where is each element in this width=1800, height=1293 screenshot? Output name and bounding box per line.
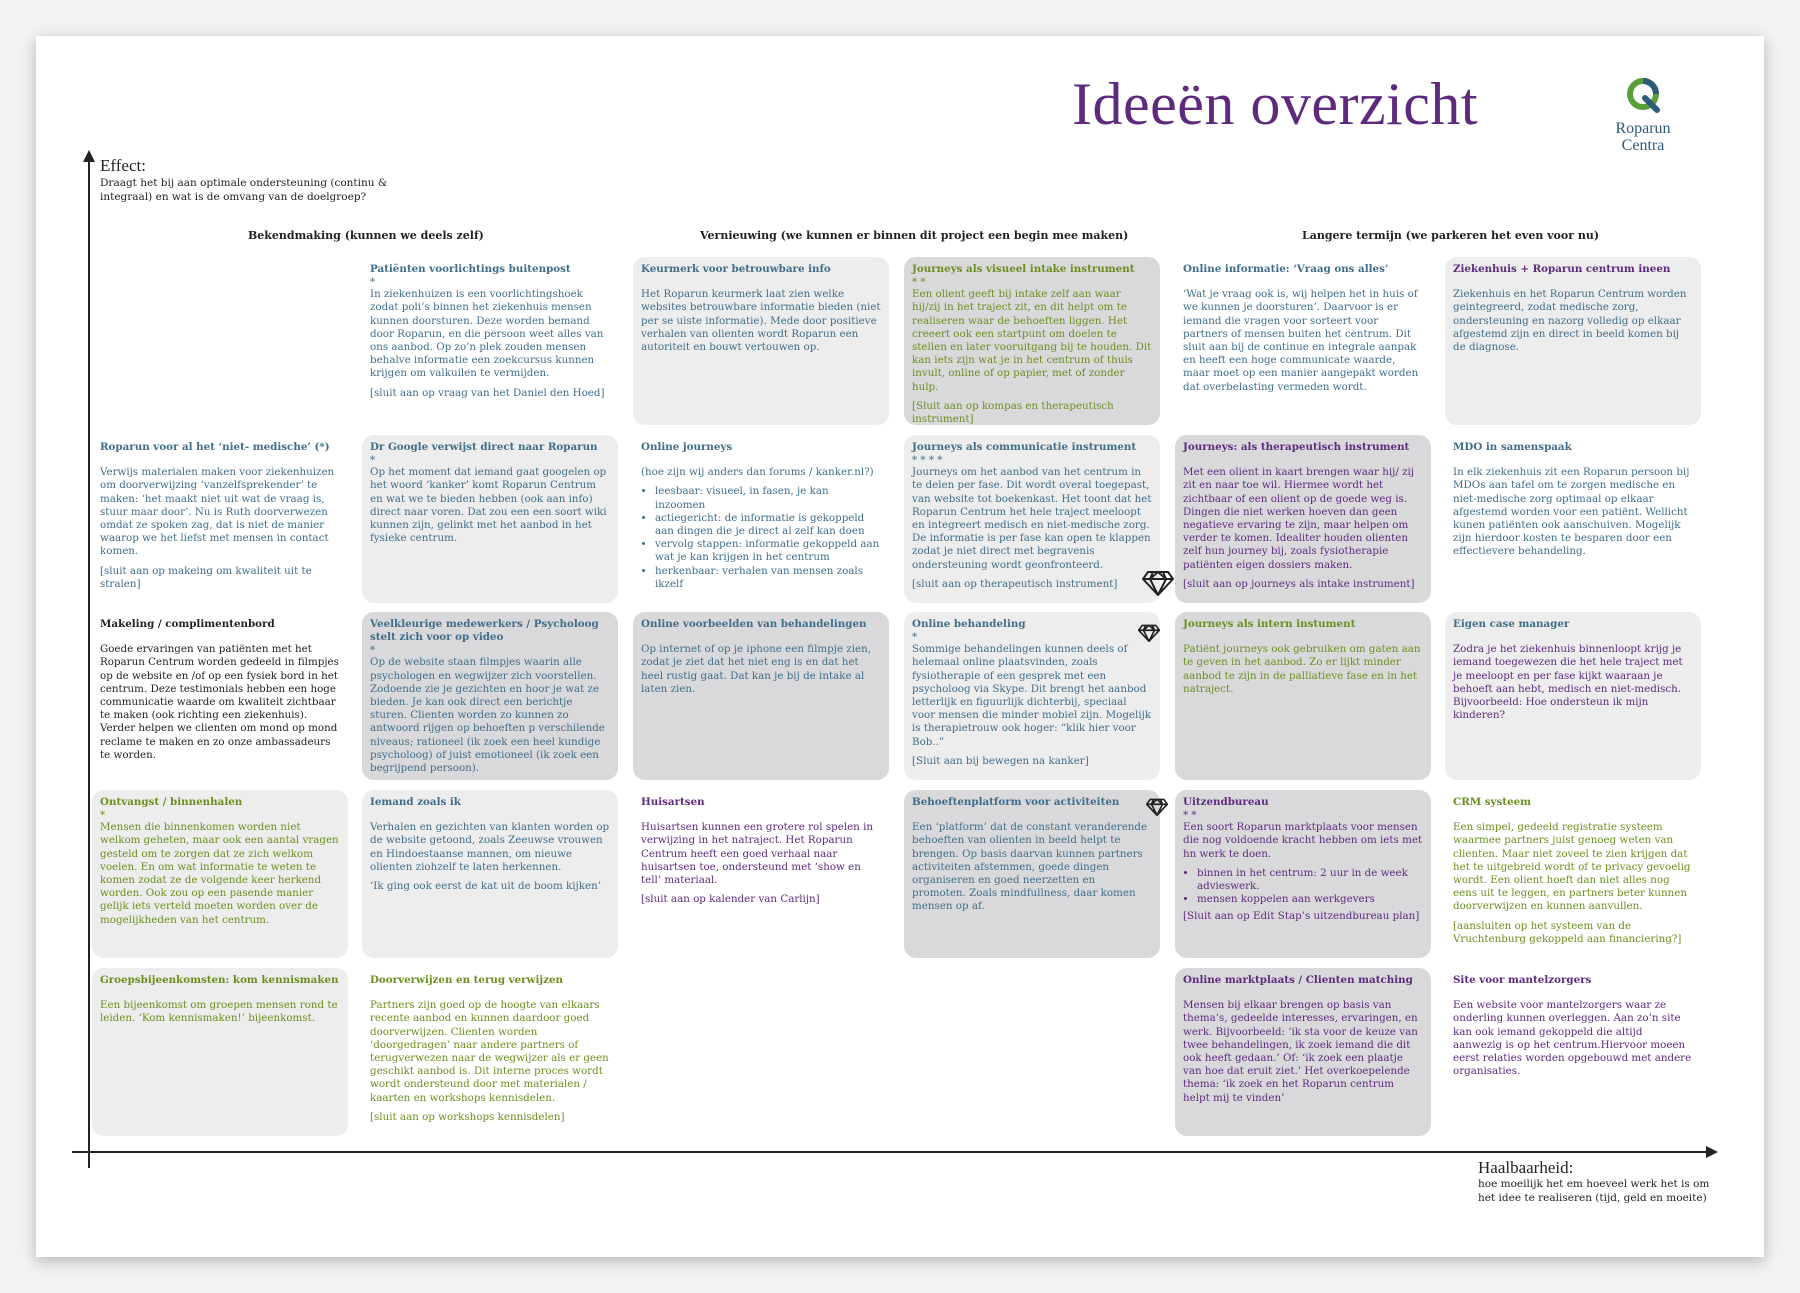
idea-card-r5c5 bbox=[1175, 968, 1431, 1136]
idea-card-body: Journeys om het aanbod van het centrum in te delen per fase. Dit wordt overal toegepast, van website tot boekenkast. Het toont dat het Roparun Centrum het hele traject meeloopt en integreert medisch en niet-medische zorg. De informatie is per fase kan open te klappen zodat je niet direct met begravenis ondersteuning wordt geonfronteerd. bbox=[912, 466, 1152, 571]
idea-card-rating: * bbox=[370, 644, 376, 657]
idea-card-body: Een simpel, gedeeld registratie systeem waarmee partners juist genoeg weten van clienten. Maar niet zoveel te zien krijgen dat het te uitgebreid wordt of te privacy gevoelig wordt. Een olient hoeft dan niet alles nog eens uit te leggen, en partners beter kunnen doorverwijzen en kunnen aanvullen. bbox=[1453, 821, 1691, 913]
idea-card-spacer bbox=[1183, 454, 1423, 466]
page-title: Ideeën overzicht bbox=[1072, 71, 1479, 137]
idea-card-title: Online marktplaats / Clienten matching bbox=[1183, 974, 1413, 986]
idea-card-bullet: • actiegericht: de informatie is gekoppeld aan dingen die je direct al zelf kan doen bbox=[655, 512, 881, 538]
idea-card-note: [Sluit aan op Edit Stap’s uitzendbureau plan] bbox=[1183, 910, 1420, 923]
idea-card-body: Een website voor mantelzorgers waar ze onderling kunnen overleggen. Aan zo’n site kan ook iemand gekoppeld die altijd aanwezig is op het centrum.Hiervoor moeen eerst relaties worden opgebouwd met andere organisaties. bbox=[1453, 999, 1692, 1078]
idea-card-title: Journeys als intern instument bbox=[1183, 618, 1356, 630]
idea-card-bullets bbox=[641, 485, 881, 591]
idea-card-rating: * bbox=[370, 454, 376, 467]
idea-card-body: Zodra je het ziekenhuis binnenloopt krijg je iemand toegewezen die het hele traject met je meeloopt en per fase kijkt waaraan je behoeft aan hebt, medisch en niet-medisch. Bijvoorbeeld: Hoe ondersteun ik mijn kinderen? bbox=[1453, 643, 1683, 722]
idea-card-title: Ziekenhuis + Roparun centrum ineen bbox=[1453, 263, 1671, 275]
idea-card-r4c2 bbox=[362, 790, 618, 958]
idea-card-spacer bbox=[100, 987, 340, 999]
idea-card-title: Online voorbeelden van behandelingen bbox=[641, 618, 867, 630]
idea-card-spacer bbox=[641, 454, 881, 466]
idea-card-spacer bbox=[100, 631, 340, 643]
idea-card-r4c4 bbox=[904, 790, 1160, 958]
idea-card-r1c4 bbox=[904, 257, 1160, 425]
idea-card-note: ‘Ik ging ook eerst de kat uit de boom kijken’ bbox=[370, 880, 601, 893]
idea-card-body: Met een olient in kaart brengen waar hij/ zij zit en naar toe wil. Hiermee wordt het zichtbaar of een olient op de goede weg is. Dingen die niet werken hoeven dan geen negatieve ervaring te zijn, maar helpen om verder te komen. Idealiter houden olienten zelf hun journey bij, zoals fysiotherapie patiënten eigen dossiers maken. bbox=[1183, 466, 1414, 571]
idea-card-body: Op het moment dat iemand gaat googelen op het woord ‘kanker’ komt Roparun Centrum en wat we te bieden hebben (ook aan info) direct naar voren. Dat zou een een soort wiki kunnen zijn, gelinkt met het aanbod in het fysieke centrum. bbox=[370, 466, 607, 545]
y-axis-description: Draagt het bij aan optimale ondersteuning (continu & integraal) en wat is de omvang van de doelgroep? bbox=[100, 177, 388, 203]
roparun-logo-icon bbox=[1623, 76, 1663, 116]
idea-card-title: Online journeys bbox=[641, 441, 733, 453]
idea-card-body: Sommige behandelingen kunnen deels of helemaal online plaatsvinden, zoals fysiotherapie of een gesprek met een psycholoog via Skype. Dit brengt het aanbod letterlijk en figuurlijk dichterbij, speciaal voor mensen die minder mobiel zijn. Mogelijk is therapietrouw ook hoger: “klik hier voor Bob..” bbox=[912, 643, 1152, 748]
idea-card-rating: * * bbox=[912, 276, 926, 289]
idea-card-body: In elk ziekenhuis zit een Roparun persoon bij MDOs aan tafel om te zorgen medische en niet-medische zorg optimaal op elkaar afgestemd worden voor een patiënt. Wellicht kunen patiënten ook aanschuiven. Mogelijk zijn hierdoor kosten te besparen door een effectievere behandeling. bbox=[1453, 466, 1690, 558]
x-axis-title: Haalbaarheid: bbox=[1478, 1158, 1574, 1177]
idea-card-r5c2 bbox=[362, 968, 618, 1136]
idea-card-body: Partners zijn goed op de hoogte van elkaars recente aanbod en kunnen daardoor goed doorverwijzen. Clienten worden ‘doorgedragen’ naar andere partners of terugverwezen naar de wegwijzer als er geen geschikt aanbod is. Dit interne proces wordt wordt ondersteund door met materialen / kaarten en workshops kennisdelen. bbox=[370, 999, 609, 1104]
diamond-icon bbox=[1138, 624, 1160, 642]
x-axis-line bbox=[72, 1151, 1708, 1153]
column-heading-vernieuwing: Vernieuwing (we kunnen er binnen dit project een begin mee maken) bbox=[700, 229, 1129, 242]
idea-card-title: Online informatie: ‘Vraag ons alles’ bbox=[1183, 263, 1389, 275]
idea-card-title: MDO in samenspaak bbox=[1453, 441, 1572, 453]
y-axis-arrow-icon bbox=[83, 150, 95, 162]
idea-card-spacer bbox=[641, 276, 881, 288]
idea-card-note: [sluit aan op vraag van het Daniel den Hoed] bbox=[370, 386, 605, 399]
idea-card-r1c3 bbox=[633, 257, 889, 425]
idea-card-body: Een soort Roparun marktplaats voor mensen die nog voldoende kracht hebben om iets met hn werk te doen. bbox=[1183, 821, 1423, 860]
idea-card-bullet: • leesbaar: visueel, in fasen, je kan inzoomen bbox=[655, 485, 881, 511]
idea-card-note: [sluit aan op journeys als intake instrument] bbox=[1183, 577, 1415, 590]
idea-card-spacer bbox=[1453, 454, 1693, 466]
idea-card-r2c4 bbox=[904, 435, 1160, 603]
idea-card-spacer bbox=[641, 631, 881, 643]
idea-card-title: Roparun voor al het ‘niet- medische’ (*) bbox=[100, 441, 330, 453]
idea-card-title: Journeys: als therapeutisch instrument bbox=[1183, 441, 1410, 453]
idea-card-bullet: • vervolg stappen: informatie gekoppeld aan wat je kan krijgen in het centrum bbox=[655, 538, 881, 564]
idea-card-r3c3 bbox=[633, 612, 889, 780]
idea-card-body: Goede ervaringen van patiënten met het Roparun Centrum worden gedeeld in filmpjes op de website en /of op een fysiek bord in het centrum. Deze testimonials hebben een hoge communicatie waarde om kwaliteit zichtbaar te maken (ook richting een ziekenhuis). Verder helpen we clienten om mond op mond reclame te maken en zo onze ambassadeurs te worden. bbox=[100, 643, 339, 761]
idea-card-spacer bbox=[1453, 809, 1693, 821]
logo-line-2: Centra bbox=[1621, 137, 1665, 154]
idea-card-r4c5 bbox=[1175, 790, 1431, 958]
idea-card-title: Groepsbijeenkomsten: kom kennismaken bbox=[100, 974, 339, 986]
y-axis-line bbox=[88, 158, 90, 1168]
idea-card-r4c1 bbox=[92, 790, 348, 958]
idea-card-r5c1 bbox=[92, 968, 348, 1136]
idea-card-r2c2 bbox=[362, 435, 618, 603]
idea-card-body: Mensen die binnenkomen worden niet welkom geheten, maar ook een aantal vragen gesteld om te zorgen dat ze zich welkom voelen. En om wat informatie te weten te komen zodat ze de volgende keer herkend worden. Ook zou op een pasende manier gelijk iets verteld moeten worden over de mogelijkheden van het centrum. bbox=[100, 821, 339, 926]
idea-card-spacer bbox=[1453, 631, 1693, 643]
idea-card-r4c3 bbox=[633, 790, 889, 958]
x-axis-description: hoe moeilijk het em hoeveel werk het is om het idee te realiseren (tijd, geld en moeite) bbox=[1478, 1178, 1710, 1204]
diamond-icon bbox=[1146, 798, 1168, 816]
idea-card-bullet: • mensen koppelen aan werkgevers bbox=[1197, 893, 1423, 906]
y-axis-title: Effect: bbox=[100, 156, 146, 175]
idea-card-spacer bbox=[1183, 987, 1423, 999]
column-heading-bekendmaking: Bekendmaking (kunnen we deels zelf) bbox=[248, 229, 484, 242]
idea-card-rating: * * bbox=[1183, 809, 1197, 822]
idea-card-spacer bbox=[1453, 276, 1693, 288]
idea-card-rating: * bbox=[370, 276, 376, 289]
idea-card-r1c2 bbox=[362, 257, 618, 425]
idea-card-title: Makeling / complimentenbord bbox=[100, 618, 275, 630]
idea-card-rating: * bbox=[100, 809, 106, 822]
idea-card-title: Patiënten voorlichtings buitenpost bbox=[370, 263, 571, 275]
idea-card-body: (hoe zijn wij anders dan forums / kanker.nl?) bbox=[641, 466, 874, 479]
idea-card-body: In ziekenhuizen is een voorlichtingshoek zodat poli’s binnen het ziekenhuis mensen kunnen doorsturen. Deze worden bemand door Roparun, en die persoon weet alles van ons aanbod. Op zo’n plek zouden mensen behalve informatie een zoekcursus kunnen krijgen om valkuilen te vermijden. bbox=[370, 288, 604, 380]
idea-card-title: Dr Google verwijst direct naar Roparun bbox=[370, 441, 598, 453]
idea-card-note: [sluit aan op makeing om kwaliteit uit te stralen] bbox=[100, 564, 312, 590]
idea-card-bullet: • herkenbaar: verhalen van mensen zoals ikzelf bbox=[655, 565, 881, 591]
idea-card-body: ‘Wat je vraag ook is, wij helpen het in huis of we kunnen je doorsturen’. Daarvoor is er iemand die vragen voor sorteert voor partners of mensen buiten het centrum. Dit sluit aan bij de continue en integrale aanpak en heeft een hoge communicate waarde, maar moet op een manier aangepakt worden dat overbelasting vermeden wordt. bbox=[1183, 288, 1419, 393]
idea-card-title: Journeys als communicatie instrument bbox=[912, 441, 1137, 453]
idea-card-note: [aansluiten op het systeem van de Vruchtenburg gekoppeld aan financiering?] bbox=[1453, 919, 1682, 945]
idea-card-title: Behoeftenplatform voor activiteiten bbox=[912, 796, 1120, 808]
idea-card-spacer bbox=[912, 809, 1152, 821]
idea-card-r3c5 bbox=[1175, 612, 1431, 780]
idea-card-title: Eigen case manager bbox=[1453, 618, 1570, 630]
idea-card-note: [sluit aan op kalender van Carlijn] bbox=[641, 893, 820, 906]
idea-card-spacer bbox=[100, 454, 340, 466]
idea-card-title: Iemand zoals ik bbox=[370, 796, 461, 808]
idea-card-r3c6 bbox=[1445, 612, 1701, 780]
idea-card-r2c1 bbox=[92, 435, 348, 603]
column-heading-langere-termijn: Langere termijn (we parkeren het even voor nu) bbox=[1302, 229, 1600, 242]
idea-card-spacer bbox=[1183, 276, 1423, 288]
idea-card-body: Verhalen en gezichten van klanten worden op de website getoond, zoals Zeeuwse vrouwen en Hindoestaanse mannen, om nieuwe olienten ziohzelf te laten herkennen. bbox=[370, 821, 610, 873]
idea-card-r2c3 bbox=[633, 435, 889, 603]
idea-card-r1c5 bbox=[1175, 257, 1431, 425]
idea-card-title: Veelkleurige medewerkers / Psycholoog stelt zich voor op video bbox=[370, 618, 599, 644]
idea-card-body: Ziekenhuis en het Roparun Centrum worden geintegreerd, zodat medische zorg, ondersteuning en nazorg volledig op elkaar afgestemd zijn en direct in beeld komen bij de diagnose. bbox=[1453, 288, 1687, 354]
idea-card-note: [Sluit aan op kompas en therapeutisch instrument] bbox=[912, 399, 1114, 425]
idea-card-r3c2 bbox=[362, 612, 618, 780]
idea-card-body: Een ‘platform’ dat de constant veranderende behoeften van olienten in beeld helpt te brengen. Op basis daarvan kunnen partners activiteiten afstemmen, goede dingen organiseren en goed neerzetten en promoten. Zoals mindfullness, daar komen mensen op af. bbox=[912, 821, 1148, 913]
idea-card-body: Op de website staan filmpjes waarin alle psychologen en wegwijzer zich voorstellen. Zodoende zie je gezichten en hoor je wat ze bieden. Je kan ook direct een berichtje sturen. Clienten worden zo kunnen zo antwoord rijgen op behoeften p verschilende niveaus; rationeel (ik zoek een heel kundige psycholoog) of juist emotioneel (ik zoek een begrijpend persoon). bbox=[370, 656, 605, 775]
idea-card-body: Huisartsen kunnen een grotere rol spelen in verwijzing in het natraject. Het Roparun Centrum heeft een goed verhaal naar huisartsen toe, ondersteund met ‘show en tell’ materiaal. bbox=[641, 821, 874, 887]
idea-card-title: Ontvangst / binnenhalen bbox=[100, 796, 243, 808]
idea-card-r4c6 bbox=[1445, 790, 1701, 958]
idea-card-r3c4 bbox=[904, 612, 1160, 780]
idea-card-spacer bbox=[370, 809, 610, 821]
idea-card-r2c6 bbox=[1445, 435, 1701, 603]
idea-card-title: Huisartsen bbox=[641, 796, 705, 808]
idea-card-body: Het Roparun keurmerk laat zien welke websites betrouwbare informatie bieden (niet per se uiste informatie). Mede door positieve verhalen van olienten wordt Roparun een autoriteit en bouwt vertouwen op. bbox=[641, 288, 881, 354]
idea-card-note: [Sluit aan bij bewegen na kanker] bbox=[912, 754, 1089, 767]
idea-card-body: Een olient geeft bij intake zelf aan waar hij/zij in het traject zit, en dit helpt om te realiseren waar de behoeften liggen. Het creeert ook een startpunt om doelen te stellen en later vooruitgang bij te houden. Dit kan iets zijn wat je in het centrum of thuis invult, online of op papier, met of zonder hulp. bbox=[912, 288, 1152, 393]
idea-card-title: Keurmerk voor betrouwbare info bbox=[641, 263, 831, 275]
idea-card-spacer bbox=[1453, 987, 1693, 999]
idea-card-bullets bbox=[1183, 867, 1423, 907]
idea-card-spacer bbox=[641, 809, 881, 821]
idea-card-title: Journeys als visueel intake instrument bbox=[912, 263, 1135, 275]
idea-card-title: Online behandeling bbox=[912, 618, 1026, 630]
idea-card-r2c5 bbox=[1175, 435, 1431, 603]
idea-card-title: Uitzendbureau bbox=[1183, 796, 1269, 808]
logo-line-1: Roparun bbox=[1615, 120, 1671, 137]
idea-card-body: Op internet of op je iphone een filmpje zien, zodat je ziet dat het niet eng is en dat het heel rustig gaat. Dat kan je bij de intake al laten zien. bbox=[641, 643, 872, 695]
idea-card-title: Doorverwijzen en terug verwijzen bbox=[370, 974, 563, 986]
idea-card-note: [sluit aan op therapeutisch instrument] bbox=[912, 577, 1118, 590]
idea-card-spacer bbox=[370, 987, 610, 999]
x-axis-arrow-icon bbox=[1706, 1146, 1718, 1158]
idea-card-r5c6 bbox=[1445, 968, 1701, 1136]
idea-card-rating: * bbox=[912, 631, 918, 644]
diamond-icon bbox=[1142, 570, 1174, 596]
idea-card-r1c6 bbox=[1445, 257, 1701, 425]
idea-card-title: CRM systeem bbox=[1453, 796, 1532, 808]
idea-card-title: Site voor mantelzorgers bbox=[1453, 974, 1592, 986]
idea-card-body: Patiënt journeys ook gebruiken om gaten aan te geven in het aanbod. Zo er lijkt minder aanbod te zijn in de palliatieve fase en in het natraject. bbox=[1183, 643, 1421, 695]
idea-card-bullet: • binnen in het centrum: 2 uur in de week advieswerk. bbox=[1197, 867, 1423, 893]
idea-card-note: [sluit aan op workshops kennisdelen] bbox=[370, 1110, 565, 1123]
roparun-logo bbox=[1598, 76, 1688, 154]
idea-card-r3c1 bbox=[92, 612, 348, 780]
idea-card-body: Verwijs materialen maken voor ziekenhuizen om doorverwijzing ‘vanzelfsprekender’ te maken: ‘het maakt niet uit wat de vraag is, stuur maar door’. Nu is Ruth doorverwezen omdat ze spoken zag, dat is niet de manier waarop we het liefst met mensen in contact komen. bbox=[100, 466, 335, 558]
idea-card-rating: * * * * bbox=[912, 454, 943, 467]
idea-card-body: Mensen bij elkaar brengen op basis van thema’s, gedeelde interesses, ervaringen, en werk. Bijvoorbeeld: ‘ik sta voor de keuze van twee behandelingen, ik zoek iemand die dit ook heeft gedaan.’ Of: ‘ik zoek een plaatje van hoe dat eruit ziet.’ Het overkoepelende thema: ‘ik zoek en het Roparun centrum helpt mij te vinden’ bbox=[1183, 999, 1418, 1104]
idea-card-spacer bbox=[1183, 631, 1423, 643]
idea-card-body: Een bijeenkomst om groepen mensen rond te leiden. ‘Kom kennismaken!’ bijeenkomst. bbox=[100, 999, 338, 1025]
